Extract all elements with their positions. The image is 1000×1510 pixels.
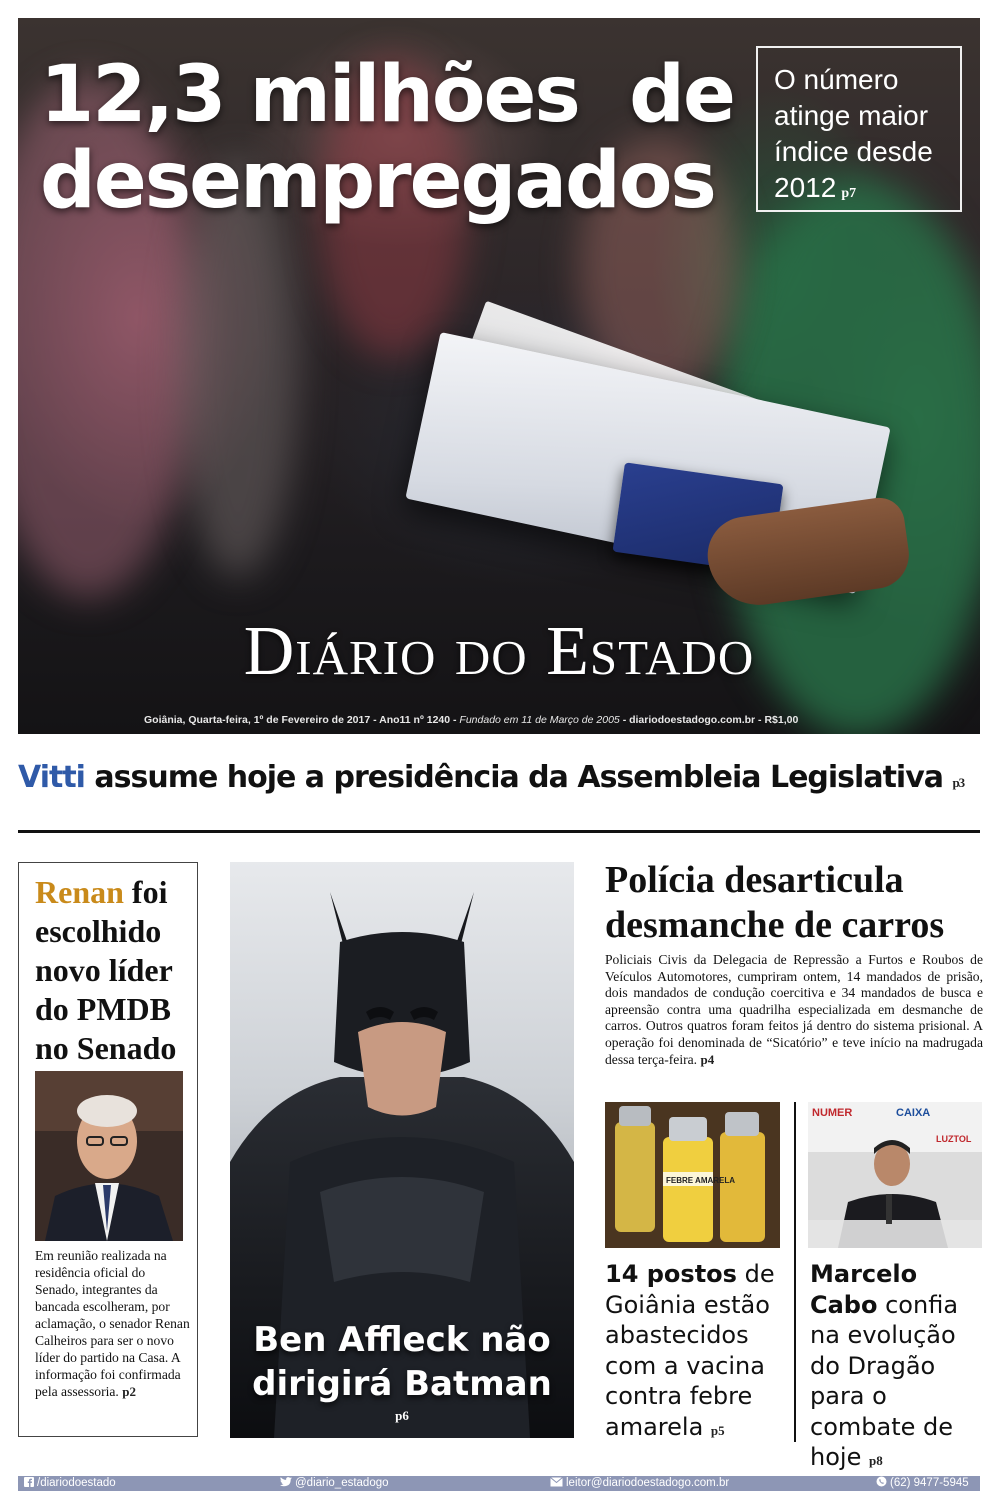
column-separator: [794, 1102, 796, 1442]
coach-photo: [808, 1102, 982, 1248]
coach-story[interactable]: [810, 1259, 990, 1477]
footer-twitter[interactable]: [280, 1476, 389, 1491]
footer-phone-text: (62) 9477-5945: [890, 1477, 969, 1489]
police-headline[interactable]: Polícia desarticula desmanche de carros: [605, 859, 945, 946]
vaccine-page-ref: p5: [710, 1422, 725, 1438]
renan-photo: [35, 1071, 183, 1241]
coach-text: confia na evolução do Dragão para o combate de hoje: [810, 1290, 959, 1471]
assembly-headline[interactable]: [18, 760, 980, 795]
footer-phone[interactable]: [876, 1476, 969, 1491]
police-page-ref: p4: [700, 1051, 715, 1067]
facebook-icon: [24, 1476, 34, 1491]
footer-facebook-text: /diariodoestado: [37, 1477, 116, 1489]
renan-body-text: Em reunião realizada na residência oficial do Senado, integrantes da bancada escolheram, por aclamação, o senador Renan Calheiros para ser o novo líder do partido na Casa. A informação foi confirmada pela assessoria.: [35, 1248, 190, 1399]
dateline-issue: - Ano11 nº 1240 -: [373, 714, 457, 726]
footer-email[interactable]: [550, 1476, 729, 1491]
stat-page-ref: p7: [841, 186, 857, 201]
coach-photo-label-2: CAIXA: [896, 1107, 931, 1119]
footer-bar: [18, 1476, 980, 1491]
whatsapp-icon: [876, 1476, 887, 1491]
main-headline: [40, 52, 760, 224]
newspaper-masthead: Diário do Estado: [243, 613, 755, 690]
dateline-date: Goiânia, Quarta-feira, 1º de Fevereiro de 2017: [144, 714, 371, 726]
batman-caption: Ben Affleck não dirigirá Batman: [252, 1320, 552, 1404]
main-headline-line2: desempregados: [40, 136, 715, 226]
vaccine-story[interactable]: [605, 1259, 785, 1446]
footer-email-text: leitor@diariodoestadogo.com.br: [566, 1477, 730, 1489]
email-icon: [550, 1476, 563, 1491]
stat-callout-box: [756, 46, 962, 212]
renan-page-ref: p2: [122, 1384, 136, 1399]
vaccine-text: de Goiânia estão abastecidos com a vacina contra febre amarela: [605, 1260, 775, 1441]
dateline-site: - diariodoestadogo.com.br - R$1,00: [622, 714, 799, 726]
renan-body: [35, 1247, 191, 1400]
vaccine-photo: [605, 1102, 780, 1248]
hero-photo: [18, 18, 980, 734]
footer-facebook[interactable]: [24, 1476, 116, 1491]
batman-story[interactable]: [230, 862, 574, 1438]
section-divider: [18, 830, 980, 833]
assembly-page-ref: p3: [952, 775, 965, 790]
renan-story[interactable]: [18, 862, 198, 1437]
coach-photo-label-3: LUZTOL: [936, 1134, 972, 1144]
stat-callout-text: O número atinge maior índice desde 2012: [774, 64, 933, 203]
renan-headline-text: foi escolhido novo líder do PMDB no Senado: [35, 874, 177, 1066]
renan-headline: [35, 873, 195, 1068]
renan-highlight: Renan: [35, 874, 124, 910]
police-body-text: Policiais Civis da Delegacia de Repressão a Furtos e Roubos de Veículos Automotores, cumpriram ontem, 14 mandados de prisão, dois mandados de condução coercitiva e 34 mandados de busca e apreensão contra uma quadrilha especializada em desmanche de carros. Outros quatros foram feitos já dentro do sistema prisional. A operação foi denominada de “Sicatório” e teve início na madrugada dessa terça-feira.: [605, 952, 983, 1067]
coach-page-ref: p8: [868, 1453, 883, 1468]
twitter-icon: [280, 1476, 292, 1491]
vaccine-label: FEBRE AMARELA: [666, 1176, 736, 1185]
coach-photo-label-1: NUMER: [812, 1107, 853, 1119]
main-headline-line1: 12,3 milhões de: [40, 50, 734, 140]
police-body: [605, 952, 983, 1068]
dateline: [144, 714, 884, 726]
coach-highlight: Marcelo Cabo: [810, 1260, 918, 1319]
assembly-text: assume hoje a presidência da Assembleia Legislativa: [84, 760, 943, 795]
assembly-highlight: Vitti: [18, 760, 85, 795]
dateline-founded: Fundado em 11 de Março de 2005: [459, 714, 620, 726]
footer-twitter-text: @diario_estadogo: [295, 1477, 389, 1489]
batman-page-ref: p6: [395, 1408, 409, 1423]
vaccine-highlight: 14 postos: [605, 1260, 737, 1288]
